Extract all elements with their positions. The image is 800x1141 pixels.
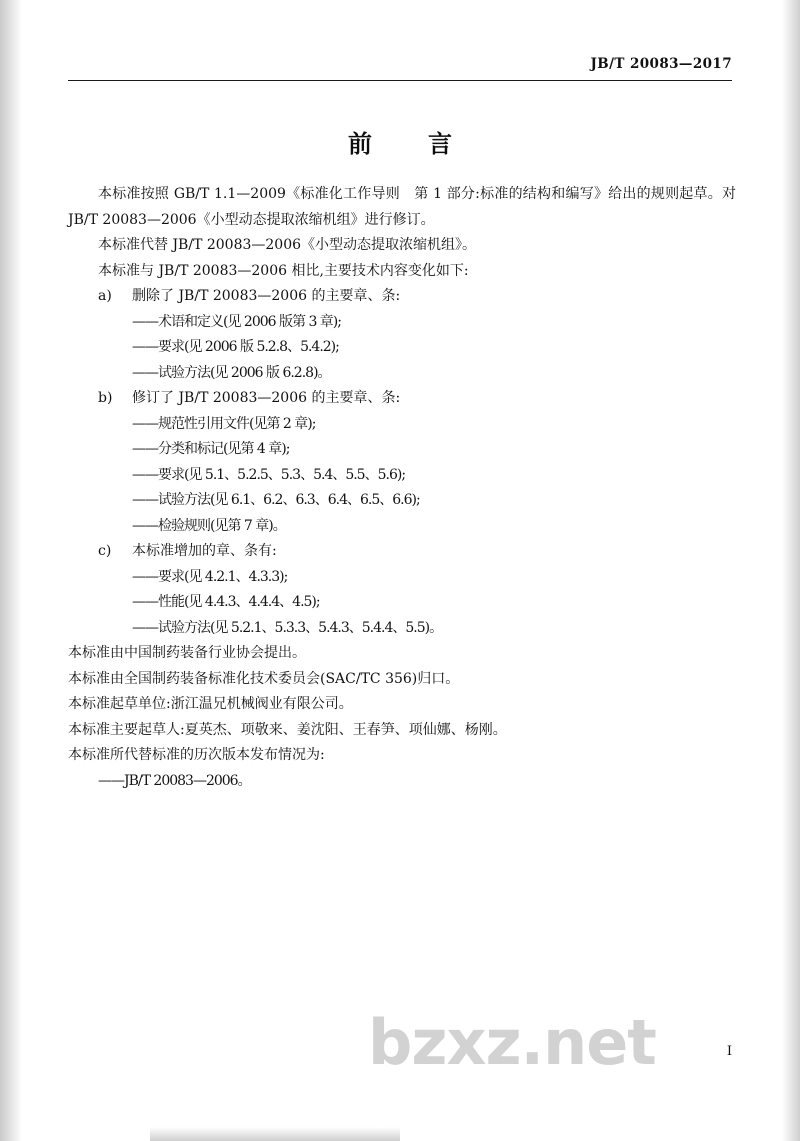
list-item bbox=[68, 284, 736, 310]
page-header-code: JB/T 20083—2017 bbox=[590, 56, 732, 72]
list-subitem: ——检验规则(见第 7 章)。 bbox=[132, 517, 286, 534]
watermark: bzxz.net bbox=[368, 1006, 656, 1079]
paragraph: 本标准所代替标准的历次版本发布情况为: bbox=[68, 747, 325, 763]
paragraph: 本标准起草单位:浙江温兄机械阀业有限公司。 bbox=[68, 696, 353, 712]
list-subitem: ——规范性引用文件(见第 2 章); bbox=[132, 415, 316, 432]
paragraph: 本标准由中国制药装备行业协会提出。 bbox=[68, 645, 306, 661]
paragraph: 本标准按照 GB/T 1.1—2009《标准化工作导则 第 1 部分:标准的结构和编写》给出的规则起草。对 JB/T 20083—2006《小型动态提取浓缩机组》进行修订。 bbox=[68, 186, 736, 228]
page-title: 前 言 bbox=[348, 130, 468, 158]
list-item-label: 修订了 JB/T 20083—2006 的主要章、条: bbox=[132, 390, 401, 406]
list-subitem: ——试验方法(见 5.2.1、5.3.3、5.4.3、5.4.4、5.5)。 bbox=[132, 619, 443, 636]
list-item-label: 本标准增加的章、条有: bbox=[132, 543, 277, 559]
list-subitem: ——分类和标记(见第 4 章); bbox=[132, 441, 290, 457]
list-subitem: ——性能(见 4.4.3、4.4.4、4.5); bbox=[132, 594, 320, 610]
paragraph: 本标准与 JB/T 20083—2006 相比,主要技术内容变化如下: bbox=[98, 262, 469, 279]
list-subitem: ——要求(见 2006 版 5.2.8、5.4.2); bbox=[132, 339, 339, 355]
list-subitem: ——要求(见 4.2.1、4.3.3); bbox=[132, 568, 288, 585]
foreword-body bbox=[68, 182, 736, 794]
list-item-label: 删除了 JB/T 20083—2006 的主要章、条: bbox=[132, 288, 401, 304]
list-subitem: ——术语和定义(见 2006 版第 3 章); bbox=[132, 313, 341, 330]
paragraph: 本标准由全国制药装备标准化技术委员会(SAC/TC 356)归口。 bbox=[68, 670, 460, 687]
header-rule bbox=[68, 80, 732, 81]
list-subitem: ——试验方法(见 6.1、6.2、6.3、6.4、6.5、6.6); bbox=[132, 492, 420, 508]
list-subitem: ——试验方法(见 2006 版 6.2.8)。 bbox=[132, 364, 331, 381]
list-item-marker: a) bbox=[98, 288, 112, 304]
paragraph: ——JB/T 20083—2006。 bbox=[98, 772, 251, 789]
list-subitem: ——要求(见 5.1、5.2.5、5.3、5.4、5.5、5.6); bbox=[132, 466, 406, 483]
list-item-marker: b) bbox=[98, 390, 113, 406]
page-number: I bbox=[726, 1044, 732, 1059]
list-item-marker: c) bbox=[98, 543, 112, 559]
paragraph: 本标准主要起草人:夏英杰、项敬来、姜沈阳、王春笋、项仙娜、杨刚。 bbox=[68, 721, 507, 738]
paragraph: 本标准代替 JB/T 20083—2006《小型动态提取浓缩机组》。 bbox=[98, 237, 477, 253]
list-item bbox=[68, 386, 736, 412]
list-item bbox=[68, 539, 736, 565]
